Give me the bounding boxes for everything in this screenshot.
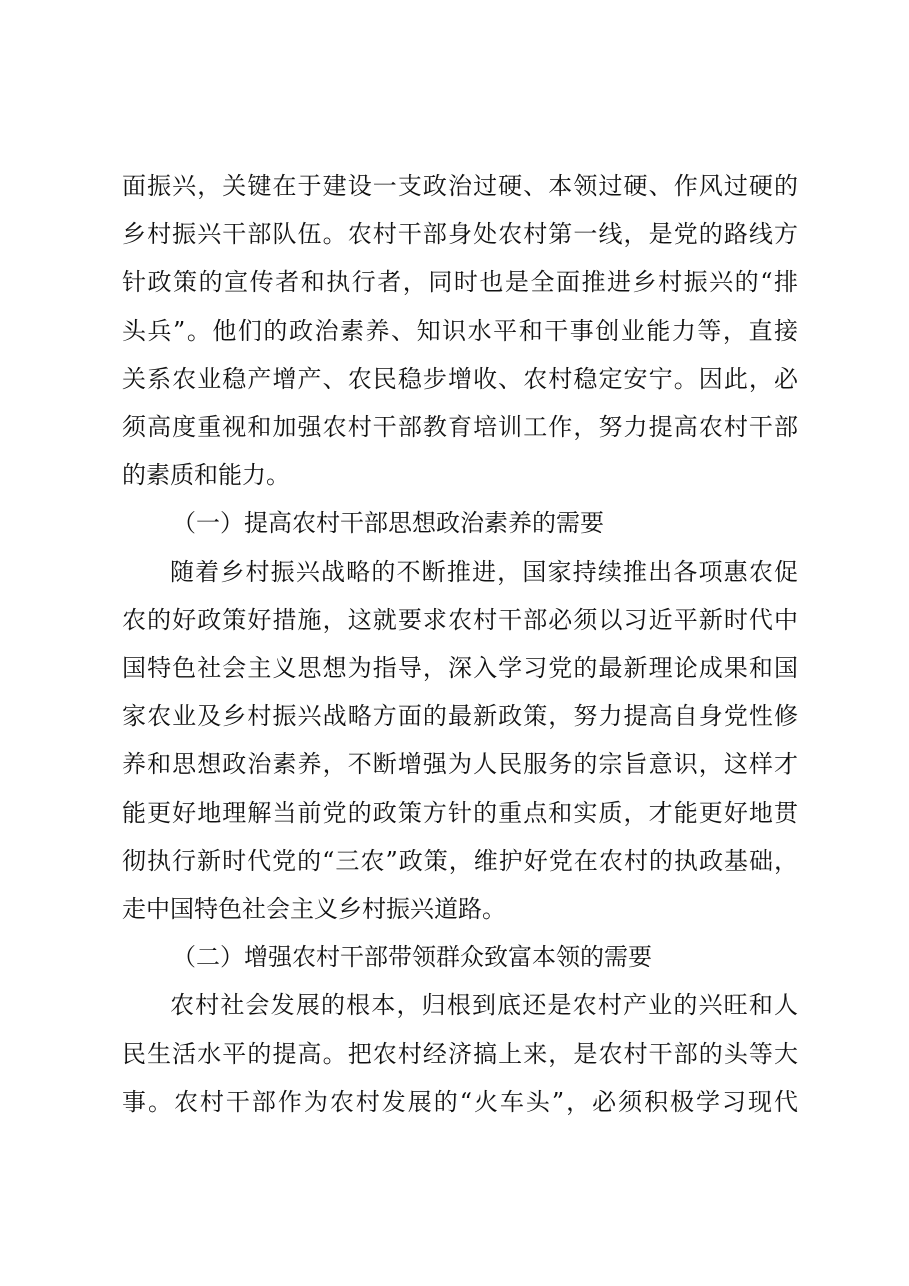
paragraph-intro <box>122 162 798 499</box>
text-line: 面振兴，关键在于建设一支政治过硬、本领过硬、作风过硬的 <box>122 172 798 200</box>
section-heading-1: （一）提高农村干部思想政治素养的需要 <box>172 509 604 538</box>
text-line: 针政策的宣传者和执行者，同时也是全面推进乡村振兴的“排 <box>122 268 798 297</box>
text-line: 彻执行新时代党的“三农”政策，维护好党在农村的执政基础， <box>122 846 798 875</box>
text-line: 国特色社会主义思想为指导，深入学习党的最新理论成果和国 <box>122 654 798 683</box>
document-body <box>122 162 798 1126</box>
text-line: 民生活水平的提高。把农村经济搞上来，是农村干部的头等大 <box>122 1039 798 1068</box>
text-line: 走中国特色社会主义乡村振兴道路。 <box>122 895 506 924</box>
paragraph-political-literacy <box>122 548 798 934</box>
text-line: 乡村振兴干部队伍。农村干部身处农村第一线，是党的路线方 <box>122 220 798 249</box>
text-line: 家农业及乡村振兴战略方面的最新政策，努力提高自身党性修 <box>122 702 798 731</box>
section-heading-2: （二）增强农村干部带领群众致富本领的需要 <box>172 943 652 972</box>
text-line: 头兵”。他们的政治素养、知识水平和干事创业能力等，直接 <box>122 316 798 345</box>
paragraph-prosperity-skills <box>122 981 798 1126</box>
text-line: 养和思想政治素养，不断增强为人民服务的宗旨意识，这样才 <box>122 750 798 779</box>
text-line: 农的好政策好措施，这就要求农村干部必须以习近平新时代中 <box>122 605 798 634</box>
text-line: 关系农业稳产增产、农民稳步增收、农村稳定安宁。因此，必 <box>122 364 798 393</box>
text-line: 能更好地理解当前党的政策方针的重点和实质，才能更好地贯 <box>122 798 798 827</box>
text-line: 的素质和能力。 <box>122 461 290 490</box>
text-line: 须高度重视和加强农村干部教育培训工作，努力提高农村干部 <box>122 413 798 442</box>
text-line: 农村社会发展的根本，归根到底还是农村产业的兴旺和人 <box>170 991 798 1020</box>
text-line: 事。农村干部作为农村发展的“火车头”，必须积极学习现代 <box>122 1087 798 1116</box>
text-line: 随着乡村振兴战略的不断推进，国家持续推出各项惠农促 <box>170 557 798 586</box>
